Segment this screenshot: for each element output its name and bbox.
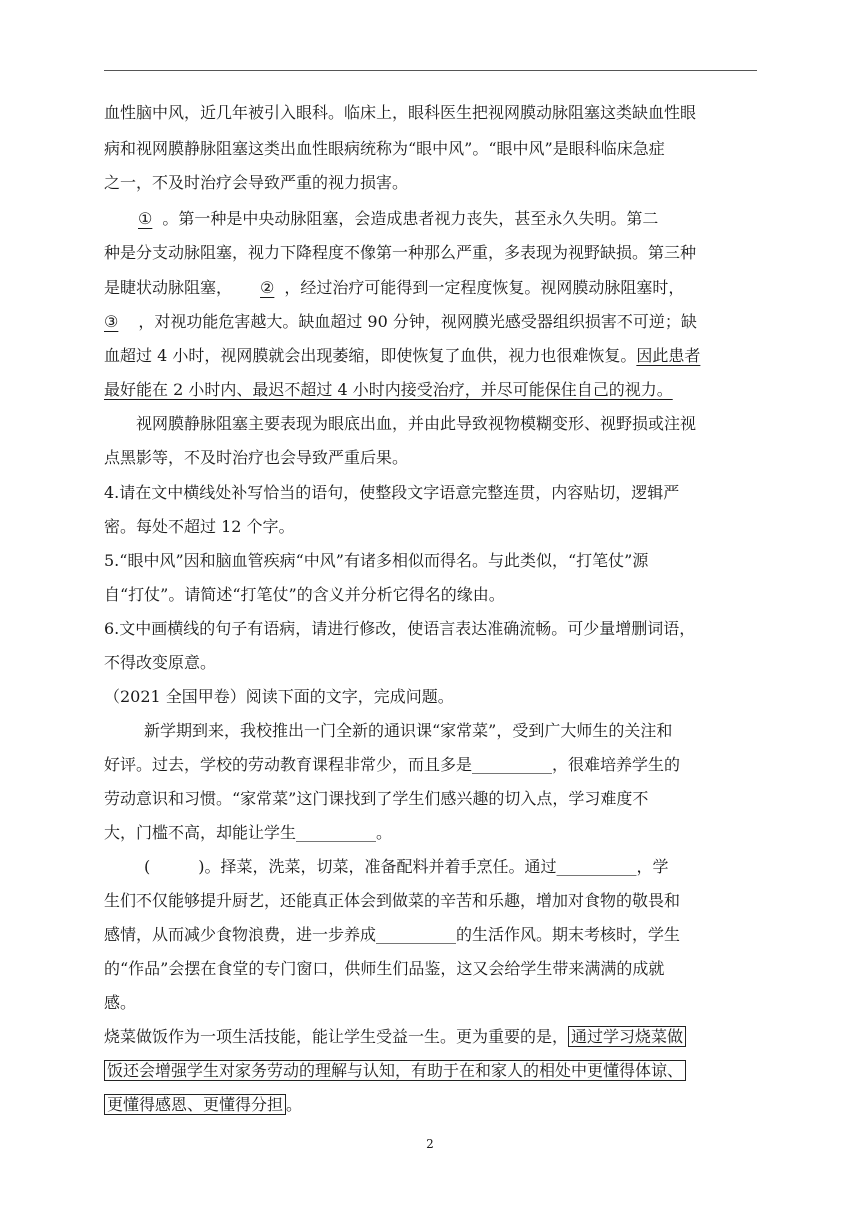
text-line bbox=[104, 311, 697, 333]
blank-3: ③ bbox=[104, 312, 119, 331]
boxed-sentence: 通过学习烧菜做 bbox=[568, 1026, 686, 1047]
text-line: 大，门槛不高，却能让学生__________。 bbox=[104, 823, 393, 842]
text-line: 之一，不及时治疗会导致严重的视力损害。 bbox=[104, 173, 409, 192]
header-rule bbox=[104, 70, 757, 71]
text-line bbox=[104, 1094, 302, 1116]
boxed-sentence: 更懂得感恩、更懂得分担 bbox=[104, 1094, 286, 1115]
blank-2: ② bbox=[260, 278, 275, 297]
blank-1: ① bbox=[138, 209, 153, 228]
text-segment: 是睫状动脉阻塞， bbox=[104, 278, 233, 297]
text-segment: 。第一种是中央动脉阻塞，会造成患者视力丧失，甚至永久失明。第二 bbox=[162, 209, 659, 228]
text-line bbox=[104, 208, 658, 230]
text-line bbox=[104, 1060, 686, 1082]
text-line: 点黑影等，不及时治疗也会导致严重后果。 bbox=[104, 448, 409, 467]
question-6: 6.文中画横线的句子有语病，请进行修改，使语言表达准确流畅。可少量增删词语， bbox=[104, 619, 696, 638]
text-line: 新学期到来，我校推出一门全新的通识课“家常菜”，受到广大师生的关注和 bbox=[144, 721, 673, 740]
text-line: 好评。过去，学校的劳动教育课程非常少，而且多是__________，很难培养学生的 bbox=[104, 755, 681, 774]
text-line: 血性脑中风，近几年被引入眼科。临床上，眼科医生把视网膜动脉阻塞这类缺血性眼 bbox=[104, 103, 697, 122]
underlined-sentence: 因此患者 bbox=[636, 346, 701, 365]
text-line: 生们不仅能够提升厨艺，还能真正体会到做菜的辛苦和乐趣，增加对食物的敬畏和 bbox=[104, 891, 681, 910]
text-line: 劳动意识和习惯。“家常菜”这门课找到了学生们感兴趣的切入点，学习难度不 bbox=[104, 789, 649, 808]
boxed-sentence: 饭还会增强学生对家务劳动的理解与认知，有助于在和家人的相处中更懂得体谅、 bbox=[104, 1060, 686, 1081]
text-line: 感情，从而减少食物浪费，进一步养成__________的生活作风。期末考核时，学生 bbox=[104, 925, 681, 944]
text-segment: 烧菜做饭作为一项生活技能，能让学生受益一生。更为重要的是， bbox=[104, 1027, 569, 1046]
text-line: 视网膜静脉阻塞主要表现为眼底出血，并由此导致视物模糊变形、视野损或注视 bbox=[136, 414, 697, 433]
text-segment: ，对视功能危害越大。缺血超过 90 分钟，视网膜光感受器组织损害不可逆；缺 bbox=[138, 312, 697, 331]
text-line bbox=[104, 1026, 686, 1048]
text-line: 感。 bbox=[104, 993, 137, 1012]
source-note: （2021 全国甲卷）阅读下面的文字，完成问题。 bbox=[104, 687, 454, 706]
text-line bbox=[104, 277, 684, 299]
text-segment: 。 bbox=[286, 1095, 303, 1114]
text-line: 病和视网膜静脉阻塞这类出血性眼病统称为“眼中风”。“眼中风”是眼科临床急症 bbox=[104, 139, 665, 158]
underlined-sentence: 最好能在 2 小时内、最迟不超过 4 小时内接受治疗，并尽可能保住自己的视力。 bbox=[104, 380, 673, 399]
question-5: 5.“眼中风”因和脑血管疾病“中风”有诸多相似而得名。与此类似，“打笔仗”源 bbox=[104, 551, 649, 570]
question-4: 密。每处不超过 12 个字。 bbox=[104, 517, 295, 536]
text-segment: 血超过 4 小时，视网膜就会出现萎缩，即使恢复了血供，视力也很难恢复。 bbox=[104, 346, 637, 365]
question-5: 自“打仗”。请简述“打笔仗”的含义并分析它得名的缘由。 bbox=[104, 585, 505, 604]
page-number: 2 bbox=[426, 1137, 434, 1151]
text-line: ( )。择菜，洗菜，切菜，准备配料并着手烹任。通过__________，学 bbox=[144, 857, 669, 876]
question-6: 不得改变原意。 bbox=[104, 653, 217, 672]
text-line: 的“作品”会摆在食堂的专门窗口，供师生们品鉴，这又会给学生带来满满的成就 bbox=[104, 959, 665, 978]
question-4: 4.请在文中横线处补写恰当的语句，使整段文字语意完整连贯，内容贴切，逻辑严 bbox=[104, 483, 680, 502]
text-line: 种是分支动脉阻塞，视力下降程度不像第一种那么严重，多表现为视野缺损。第三种 bbox=[104, 243, 697, 262]
text-line bbox=[104, 345, 700, 367]
text-segment: ，经过治疗可能得到一定程度恢复。视网膜动脉阻塞时， bbox=[284, 278, 685, 297]
